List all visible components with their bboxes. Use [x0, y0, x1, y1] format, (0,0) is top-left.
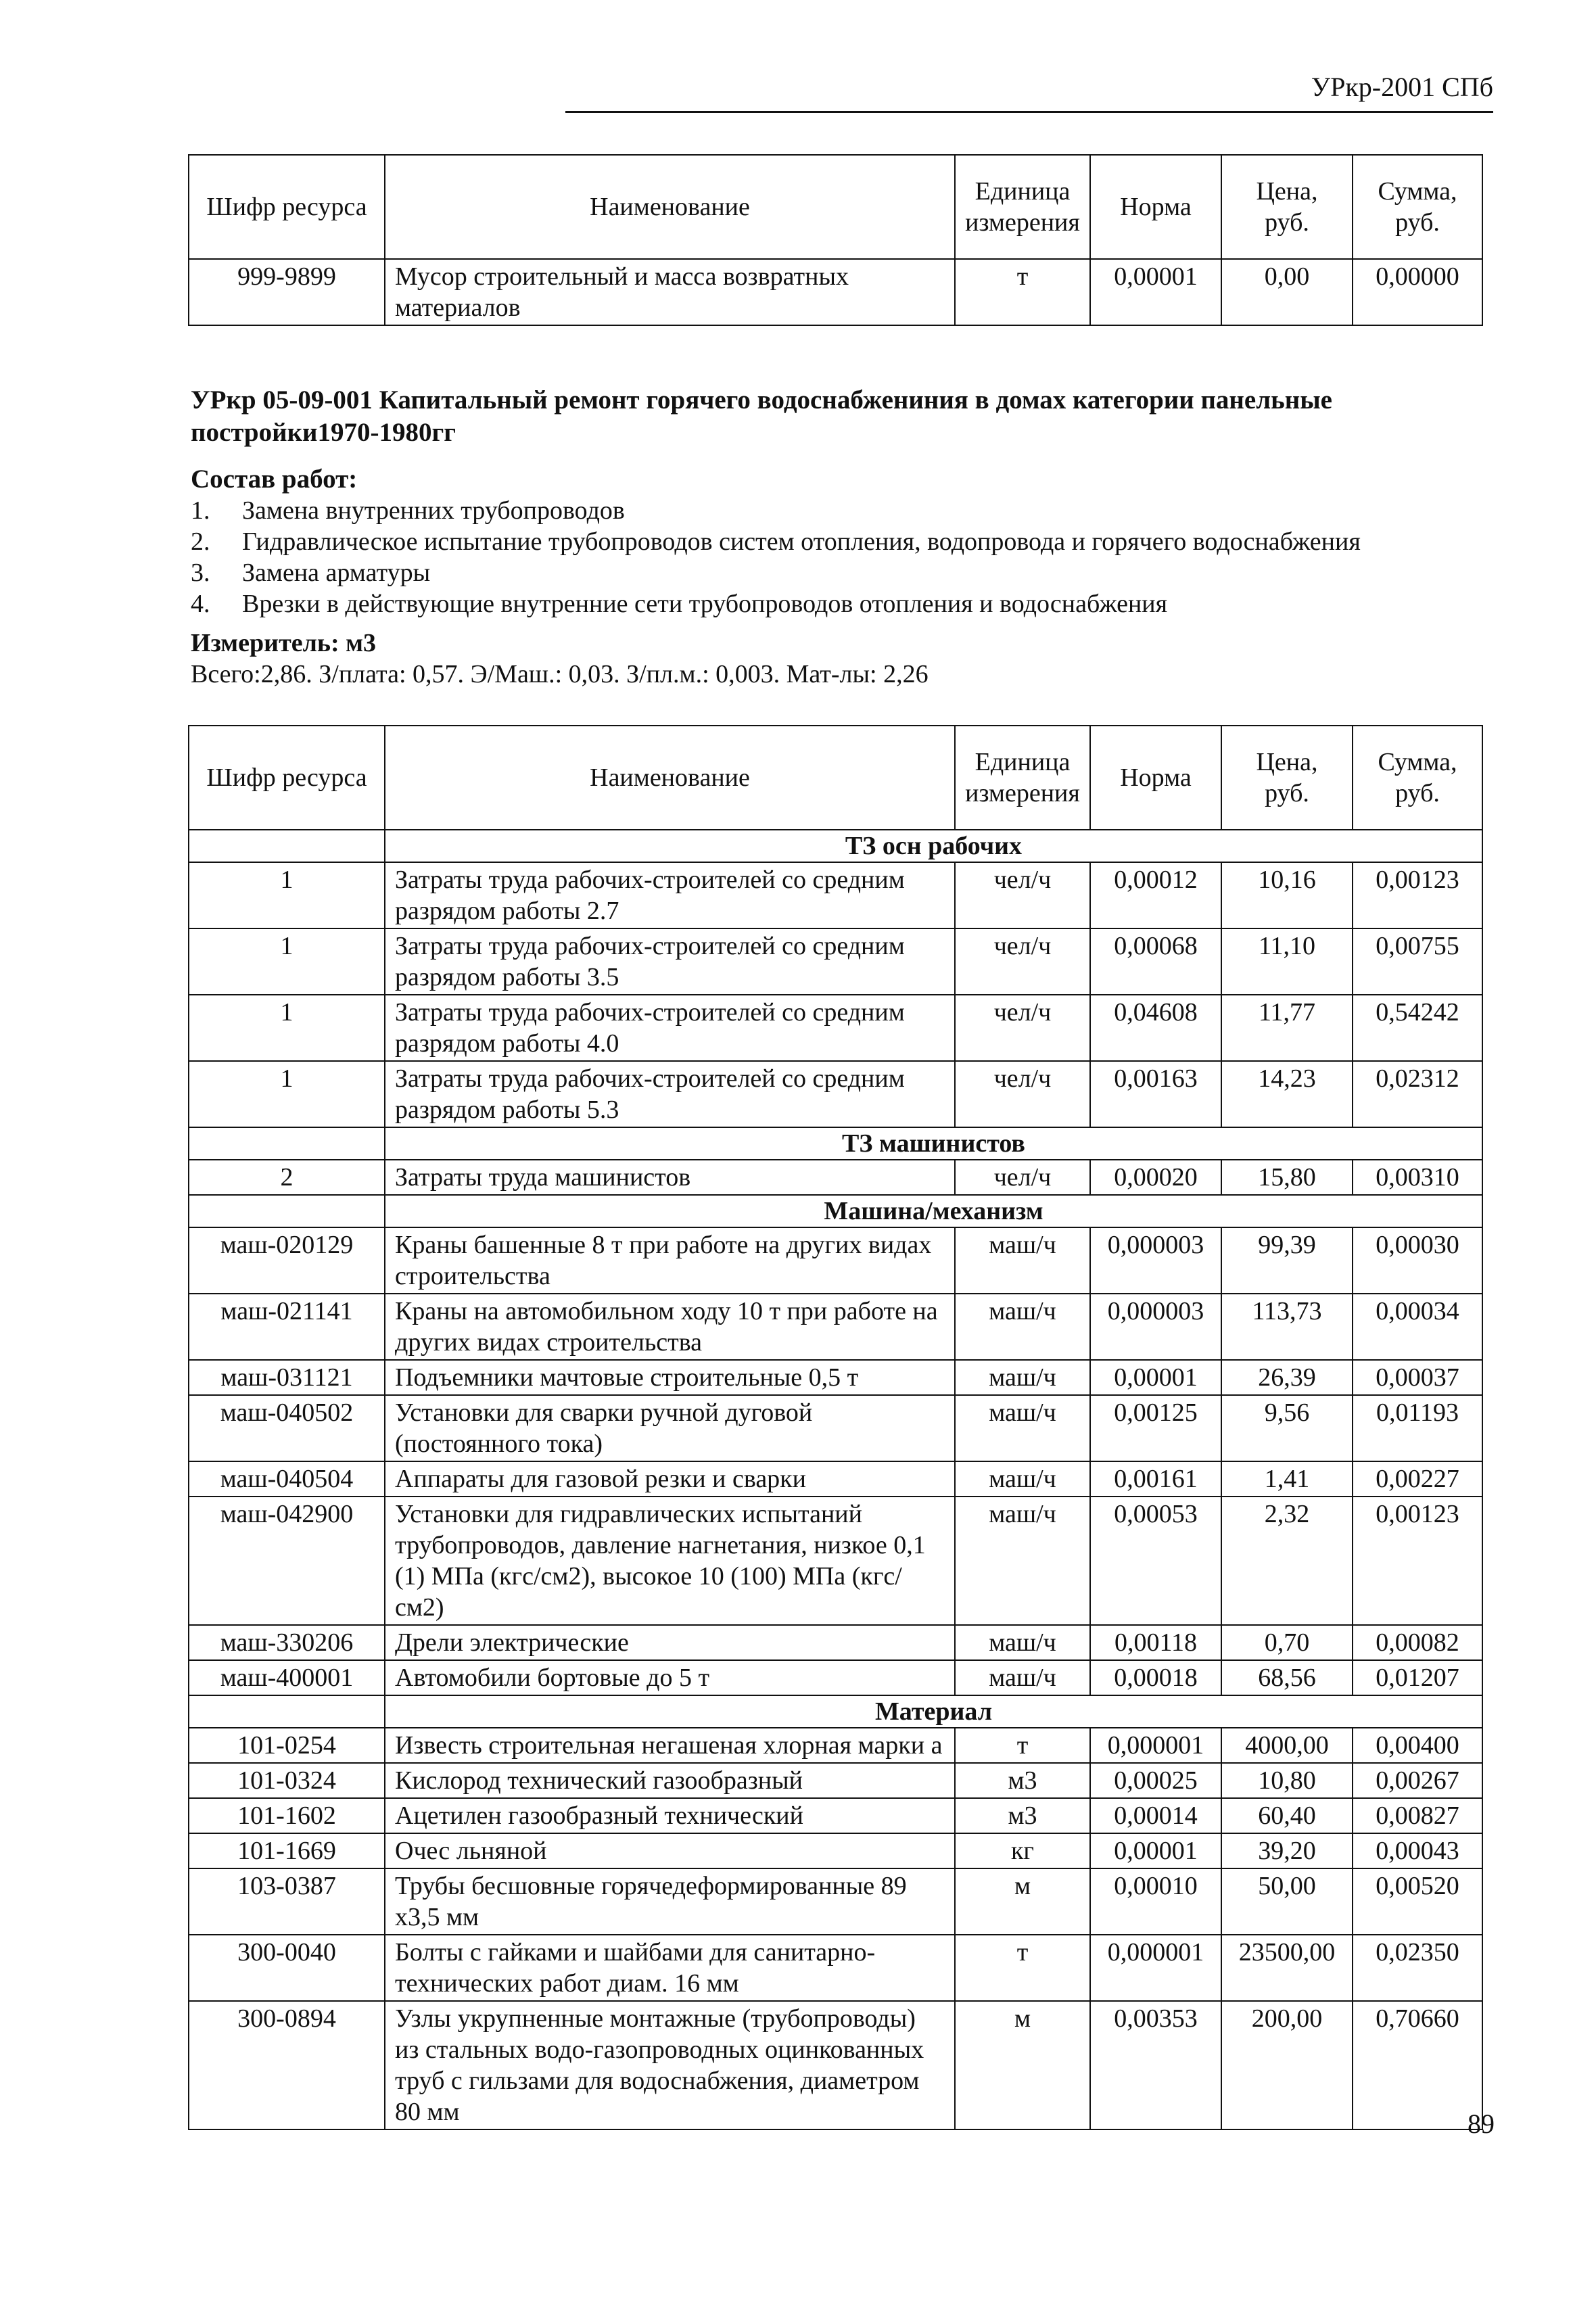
- work-heading: Состав работ:: [191, 465, 358, 494]
- table-row: [189, 1728, 1482, 1763]
- top-table-body: [189, 259, 1482, 325]
- cell-name: Затраты труда рабочих-строителей со средним разрядом работы 5.3: [385, 1061, 955, 1127]
- cell-unit: м: [955, 2001, 1090, 2129]
- cell-norm: 0,00163: [1090, 1061, 1221, 1127]
- list-item: [191, 526, 1509, 557]
- work-composition: [191, 464, 1509, 690]
- cell-name: Установки для гидравлических испытаний трубопроводов, давление нагнетания, низкое 0,1 (1) МПа (кгс/см2), высокое 10 (100) МПа (кгс/см2): [385, 1497, 955, 1625]
- cell-norm: 0,00353: [1090, 2001, 1221, 2129]
- cell-norm: 0,00018: [1090, 1660, 1221, 1695]
- cell-sum: 0,02350: [1353, 1935, 1482, 2001]
- cell-unit: маш/ч: [955, 1227, 1090, 1294]
- list-item-text: Врезки в действующие внутренние сети трубопроводов отопления и водоснабжения: [242, 590, 1168, 618]
- cell-norm: 0,00125: [1090, 1395, 1221, 1461]
- cell-code: 101-0254: [189, 1728, 385, 1763]
- cell-code: 1: [189, 995, 385, 1061]
- cell-unit: маш/ч: [955, 1660, 1090, 1695]
- list-item-text: Гидравлическое испытание трубопроводов систем отопления, водопровода и горячего водоснабжения: [242, 527, 1361, 556]
- cell-sum: 0,01193: [1353, 1395, 1482, 1461]
- cell-sum: 0,70660: [1353, 2001, 1482, 2129]
- cell-price: 0,00: [1221, 259, 1353, 325]
- table-row: [189, 862, 1482, 928]
- main-table-body: [189, 830, 1482, 2129]
- table-row: [189, 1227, 1482, 1294]
- cell-price: 10,16: [1221, 862, 1353, 928]
- cell-price: 11,10: [1221, 928, 1353, 995]
- meter-heading: Измеритель: м3: [191, 629, 377, 657]
- cell-name: Затраты труда рабочих-строителей со средним разрядом работы 2.7: [385, 862, 955, 928]
- cell-unit: чел/ч: [955, 928, 1090, 995]
- group-title: ТЗ осн рабочих: [385, 830, 1482, 862]
- cell-code: маш-020129: [189, 1227, 385, 1294]
- cell-norm: 0,00014: [1090, 1798, 1221, 1833]
- cell-unit: маш/ч: [955, 1395, 1090, 1461]
- group-header-blank: [189, 830, 385, 862]
- group-header-blank: [189, 1195, 385, 1227]
- cell-price: 99,39: [1221, 1227, 1353, 1294]
- cell-unit: чел/ч: [955, 1061, 1090, 1127]
- cell-unit: кг: [955, 1833, 1090, 1868]
- cell-price: 60,40: [1221, 1798, 1353, 1833]
- list-item-number: 3.: [191, 559, 210, 587]
- cell-code: 1: [189, 1061, 385, 1127]
- cell-sum: 0,00227: [1353, 1461, 1482, 1497]
- table-row: [189, 995, 1482, 1061]
- group-header-row: [189, 1127, 1482, 1160]
- table-row: [189, 1360, 1482, 1395]
- group-header-blank: [189, 1127, 385, 1160]
- cell-name: Болты с гайками и шайбами для санитарно-технических работ диам. 16 мм: [385, 1935, 955, 2001]
- col-header-price: Цена, руб.: [1221, 155, 1353, 259]
- cell-price: 1,41: [1221, 1461, 1353, 1497]
- group-title: Материал: [385, 1695, 1482, 1728]
- group-title: ТЗ машинистов: [385, 1127, 1482, 1160]
- cell-price: 68,56: [1221, 1660, 1353, 1695]
- cell-name: Очес льняной: [385, 1833, 955, 1868]
- list-item-number: 2.: [191, 527, 210, 556]
- col-header-norm: Норма: [1090, 155, 1221, 259]
- cell-sum: 0,00123: [1353, 862, 1482, 928]
- cell-unit: чел/ч: [955, 995, 1090, 1061]
- cell-name: Узлы укрупненные монтажные (трубопроводы) из стальных водо-газопроводных оцинкованных труб с гильзами для водоснабжения, диаметром 80 мм: [385, 2001, 955, 2129]
- list-item-number: 4.: [191, 590, 210, 618]
- cell-unit: чел/ч: [955, 1160, 1090, 1195]
- col-header-norm: Норма: [1090, 726, 1221, 830]
- running-header: УРкр-2001 СПб: [565, 70, 1493, 113]
- cell-code: 1: [189, 862, 385, 928]
- cell-code: 101-0324: [189, 1763, 385, 1798]
- col-header-sum: Сумма, руб.: [1353, 155, 1482, 259]
- page-number: 89: [1468, 2109, 1495, 2139]
- cell-price: 9,56: [1221, 1395, 1353, 1461]
- cell-norm: 0,00025: [1090, 1763, 1221, 1798]
- cell-name: Затраты труда рабочих-строителей со средним разрядом работы 3.5: [385, 928, 955, 995]
- cell-sum: 0,00520: [1353, 1868, 1482, 1935]
- cell-sum: 0,00310: [1353, 1160, 1482, 1195]
- cell-sum: 0,00082: [1353, 1625, 1482, 1660]
- table-row: [189, 928, 1482, 995]
- cell-code: маш-021141: [189, 1294, 385, 1360]
- table-row: [189, 1461, 1482, 1497]
- cell-sum: 0,00034: [1353, 1294, 1482, 1360]
- table-row: [189, 1497, 1482, 1625]
- cell-price: 200,00: [1221, 2001, 1353, 2129]
- group-header-blank: [189, 1695, 385, 1728]
- cell-norm: 0,00010: [1090, 1868, 1221, 1935]
- table-row: [189, 1061, 1482, 1127]
- cell-price: 0,70: [1221, 1625, 1353, 1660]
- list-item-text: Замена арматуры: [242, 559, 431, 587]
- cell-code: 101-1669: [189, 1833, 385, 1868]
- cell-unit: м3: [955, 1763, 1090, 1798]
- table-row: [189, 259, 1482, 325]
- cell-sum: 0,00755: [1353, 928, 1482, 995]
- cell-name: Затраты труда рабочих-строителей со средним разрядом работы 4.0: [385, 995, 955, 1061]
- cell-name: Краны на автомобильном ходу 10 т при работе на других видах строительства: [385, 1294, 955, 1360]
- table-row: [189, 1660, 1482, 1695]
- cell-sum: 0,00400: [1353, 1728, 1482, 1763]
- table-row: [189, 1868, 1482, 1935]
- table-row: [189, 1935, 1482, 2001]
- list-item: [191, 588, 1509, 619]
- cell-price: 50,00: [1221, 1868, 1353, 1935]
- cell-name: Затраты труда машинистов: [385, 1160, 955, 1195]
- cell-name: Дрели электрические: [385, 1625, 955, 1660]
- cell-name: Ацетилен газообразный технический: [385, 1798, 955, 1833]
- col-header-name: Наименование: [385, 155, 955, 259]
- cell-norm: 0,00012: [1090, 862, 1221, 928]
- group-title: Машина/механизм: [385, 1195, 1482, 1227]
- resource-table: [188, 725, 1483, 2130]
- cell-unit: маш/ч: [955, 1294, 1090, 1360]
- cell-norm: 0,00001: [1090, 1833, 1221, 1868]
- cell-unit: т: [955, 1935, 1090, 2001]
- cell-norm: 0,04608: [1090, 995, 1221, 1061]
- col-header-name: Наименование: [385, 726, 955, 830]
- cell-unit: маш/ч: [955, 1625, 1090, 1660]
- group-header-row: [189, 830, 1482, 862]
- list-item-text: Замена внутренних трубопроводов: [242, 496, 625, 525]
- table-row: [189, 1763, 1482, 1798]
- cell-norm: 0,00068: [1090, 928, 1221, 995]
- cell-unit: м: [955, 1868, 1090, 1935]
- cell-unit: чел/ч: [955, 862, 1090, 928]
- cell-price: 39,20: [1221, 1833, 1353, 1868]
- cell-code: 999-9899: [189, 259, 385, 325]
- cell-price: 113,73: [1221, 1294, 1353, 1360]
- cell-name: Известь строительная негашеная хлорная марки а: [385, 1728, 955, 1763]
- cell-code: маш-400001: [189, 1660, 385, 1695]
- cell-price: 23500,00: [1221, 1935, 1353, 2001]
- cell-sum: 0,02312: [1353, 1061, 1482, 1127]
- cell-code: маш-040502: [189, 1395, 385, 1461]
- cell-name: Мусор строительный и масса возвратных материалов: [385, 259, 955, 325]
- col-header-unit: Единица измерения: [955, 726, 1090, 830]
- table-row: [189, 1625, 1482, 1660]
- cell-norm: 0,000003: [1090, 1227, 1221, 1294]
- cell-name: Подъемники мачтовые строительные 0,5 т: [385, 1360, 955, 1395]
- cell-name: Кислород технический газообразный: [385, 1763, 955, 1798]
- cell-name: Трубы бесшовные горячедеформированные 89 х3,5 мм: [385, 1868, 955, 1935]
- cell-norm: 0,000003: [1090, 1294, 1221, 1360]
- cell-unit: маш/ч: [955, 1497, 1090, 1625]
- cell-unit: т: [955, 1728, 1090, 1763]
- list-item: [191, 557, 1509, 588]
- cell-code: маш-040504: [189, 1461, 385, 1497]
- section-title: УРкр 05-09-001 Капитальный ремонт горячего водоснабжениния в домах категории панельные постройки1970-1980гг: [191, 385, 1332, 447]
- cell-code: маш-031121: [189, 1360, 385, 1395]
- cell-unit: м3: [955, 1798, 1090, 1833]
- list-item: [191, 495, 1509, 526]
- cell-code: 300-0894: [189, 2001, 385, 2129]
- group-header-row: [189, 1195, 1482, 1227]
- group-header-row: [189, 1695, 1482, 1728]
- table-row: [189, 1833, 1482, 1868]
- cell-name: Краны башенные 8 т при работе на других видах строительства: [385, 1227, 955, 1294]
- cell-code: 101-1602: [189, 1798, 385, 1833]
- cell-code: маш-330206: [189, 1625, 385, 1660]
- cost-totals: Всего:2,86. З/плата: 0,57. Э/Маш.: 0,03. З/пл.м.: 0,003. Мат-лы: 2,26: [191, 660, 929, 688]
- cell-unit: маш/ч: [955, 1461, 1090, 1497]
- col-header-sum: Сумма, руб.: [1353, 726, 1482, 830]
- cell-sum: 0,00267: [1353, 1763, 1482, 1798]
- cell-sum: 0,00827: [1353, 1798, 1482, 1833]
- cell-price: 14,23: [1221, 1061, 1353, 1127]
- cell-name: Аппараты для газовой резки и сварки: [385, 1461, 955, 1497]
- work-list: [191, 495, 1509, 619]
- cell-norm: 0,000001: [1090, 1935, 1221, 2001]
- cell-code: маш-042900: [189, 1497, 385, 1625]
- cell-sum: 0,01207: [1353, 1660, 1482, 1695]
- cell-norm: 0,00001: [1090, 259, 1221, 325]
- cell-sum: 0,00037: [1353, 1360, 1482, 1395]
- table-row: [189, 1294, 1482, 1360]
- cell-price: 15,80: [1221, 1160, 1353, 1195]
- table-row: [189, 2001, 1482, 2129]
- col-header-unit: Единица измерения: [955, 155, 1090, 259]
- cell-unit: маш/ч: [955, 1360, 1090, 1395]
- cell-code: 103-0387: [189, 1868, 385, 1935]
- cell-norm: 0,000001: [1090, 1728, 1221, 1763]
- cell-norm: 0,00001: [1090, 1360, 1221, 1395]
- cell-sum: 0,00030: [1353, 1227, 1482, 1294]
- cell-unit: т: [955, 259, 1090, 325]
- cell-code: 300-0040: [189, 1935, 385, 2001]
- col-header-code: Шифр ресурса: [189, 155, 385, 259]
- col-header-price: Цена, руб.: [1221, 726, 1353, 830]
- cell-norm: 0,00053: [1090, 1497, 1221, 1625]
- cell-price: 26,39: [1221, 1360, 1353, 1395]
- cell-sum: 0,54242: [1353, 995, 1482, 1061]
- cell-sum: 0,00000: [1353, 259, 1482, 325]
- cell-name: Автомобили бортовые до 5 т: [385, 1660, 955, 1695]
- table-row: [189, 1798, 1482, 1833]
- table-row: [189, 1160, 1482, 1195]
- cell-price: 4000,00: [1221, 1728, 1353, 1763]
- cell-sum: 0,00043: [1353, 1833, 1482, 1868]
- cell-code: 1: [189, 928, 385, 995]
- cell-norm: 0,00020: [1090, 1160, 1221, 1195]
- cell-sum: 0,00123: [1353, 1497, 1482, 1625]
- cell-name: Установки для сварки ручной дуговой (постоянного тока): [385, 1395, 955, 1461]
- cell-price: 10,80: [1221, 1763, 1353, 1798]
- cell-norm: 0,00118: [1090, 1625, 1221, 1660]
- cell-price: 11,77: [1221, 995, 1353, 1061]
- resource-table-continued: [188, 154, 1483, 326]
- cell-norm: 0,00161: [1090, 1461, 1221, 1497]
- table-row: [189, 1395, 1482, 1461]
- list-item-number: 1.: [191, 496, 210, 525]
- cell-code: 2: [189, 1160, 385, 1195]
- col-header-code: Шифр ресурса: [189, 726, 385, 830]
- cell-price: 2,32: [1221, 1497, 1353, 1625]
